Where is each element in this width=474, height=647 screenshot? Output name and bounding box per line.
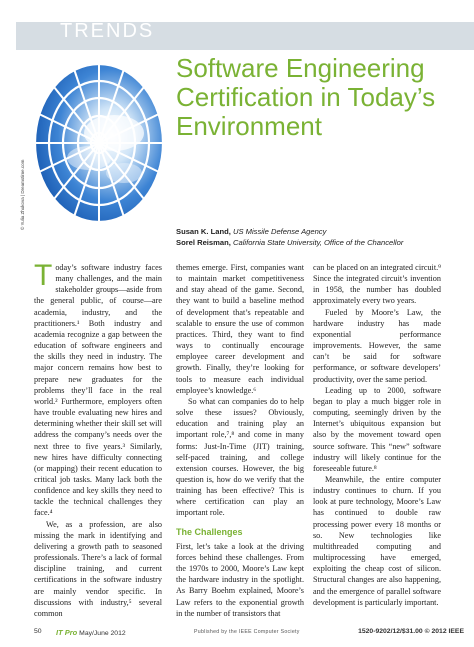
dome-lattice-image: [34, 63, 164, 223]
photo-credit: [20, 95, 29, 230]
page-number: 50: [34, 628, 42, 635]
author-line: [176, 237, 466, 248]
article-title: Software Engineering Certification in Today’s Environment: [176, 53, 436, 141]
body-paragraph: Leading up to 2000, software began to play a much bigger role in computing, seemingly driven by the Internet’s ubiquitous expansion but also by the movement toward open source software. This “new” software industry will likely continue for the foreseeable future.⁸: [313, 385, 441, 473]
body-paragraph: themes emerge. First, companies want to maintain market competitiveness and stay ahead of the game. Second, they want to build a baseline method of development that’s repeatable and scalable to ensure the use of common practices. Third, they want to find ways to continually encourage employee career development and growth. Finally, they’re looking for tools to measure each individual employee’s knowledge.⁶: [176, 263, 304, 395]
issn-line: 1520-9202/12/$31.00 © 2012 IEEE: [358, 628, 464, 635]
body-paragraph: [34, 259, 162, 519]
issue-date: May/June 2012: [79, 630, 126, 637]
magazine-issue: [56, 628, 126, 637]
body-column-3: [313, 262, 441, 608]
body-paragraph: Meanwhile, the entire computer industry continues to churn. If you look at pure technology, Moore’s Law has continued to double raw processing power every 18 months or so. New technologies like multithreaded computing and multiprocessing have emerged, exploiting the cheap cost of silicon. Structural changes are also happening, and the emergence of parallel software development is particularly important.: [313, 474, 441, 607]
author-affiliation: US Missile Defense Agency: [232, 227, 327, 236]
body-paragraph: First, let’s take a look at the driving forces behind these challenges. From the 1970s to 2000, Moore’s Law kept the hardware industry in the spotlight. As Barry Boehm explained, Moore’s Law refers to the exponential growth in the number of transistors that: [176, 541, 304, 618]
magazine-name: IT Pro: [56, 628, 78, 637]
author-name: Sorel Reisman,: [176, 238, 231, 247]
article-photo: [34, 63, 164, 223]
drop-cap: T: [34, 259, 53, 292]
body-paragraph: So what can companies do to help solve these issues? Obviously, education and training play an important role,⁷,⁸ and come in many forms: Just-In-Time (JIT) training, self-paced training, and college extension courses. However, the big question is, how do we verify that the training has been effective? This is where certification can play an important role.: [176, 396, 304, 518]
body-column-1: [34, 259, 162, 619]
body-paragraph: Fueled by Moore’s Law, the hardware industry has made exponential performance improvements. However, the same can’t be said for software performance, or software developers’ productivity, over the same period.: [313, 307, 441, 384]
section-heading: The Challenges: [176, 526, 243, 537]
body-column-2: [176, 262, 304, 619]
body-paragraph: can be placed on an integrated circuit.⁹ Since the integrated circuit’s invention in 1958, the number has doubled approximately every two years.: [313, 263, 441, 306]
body-paragraph: We, as a profession, are also missing the mark in identifying and delivering a growth path to seasoned professionals. There’s a lack of formal discipline training, and current certifications in the software industry are mainly vendor specific. In discussions with industry,⁵ several common: [34, 519, 162, 618]
author-affiliation: California State University, Office of the Chancellor: [233, 238, 404, 247]
photo-credit-text: © Yulia Zhukova | Dreamstime.com: [20, 159, 25, 230]
paragraph-text: oday’s software industry faces many challenges, and the main stakeholder groups—aside from the general public, of course—are academia, industry, and the practitioners.¹ Both industry and academia recognize a gap between the education of software engineers and the skills they need in industry. The major concern remains how best to prepare new graduates for the problems they’ll face in the real world.² Furthermore, employers often have trouble evaluating new hires and determining whether their skill set will address the company’s needs over the next three to five years.³ Similarly, new hires have difficulty connecting (or mapping) their recent education to critical job tasks. Many lack both the confidence and key skills they need to tackle the technical challenges they face.⁴: [34, 263, 162, 518]
publisher-line: Published by the IEEE Computer Society: [194, 629, 300, 635]
author-list: [176, 226, 466, 248]
section-label: TRENDS: [60, 20, 155, 42]
page-footer: [34, 628, 464, 640]
author-line: [176, 226, 466, 237]
author-name: Susan K. Land,: [176, 227, 231, 236]
